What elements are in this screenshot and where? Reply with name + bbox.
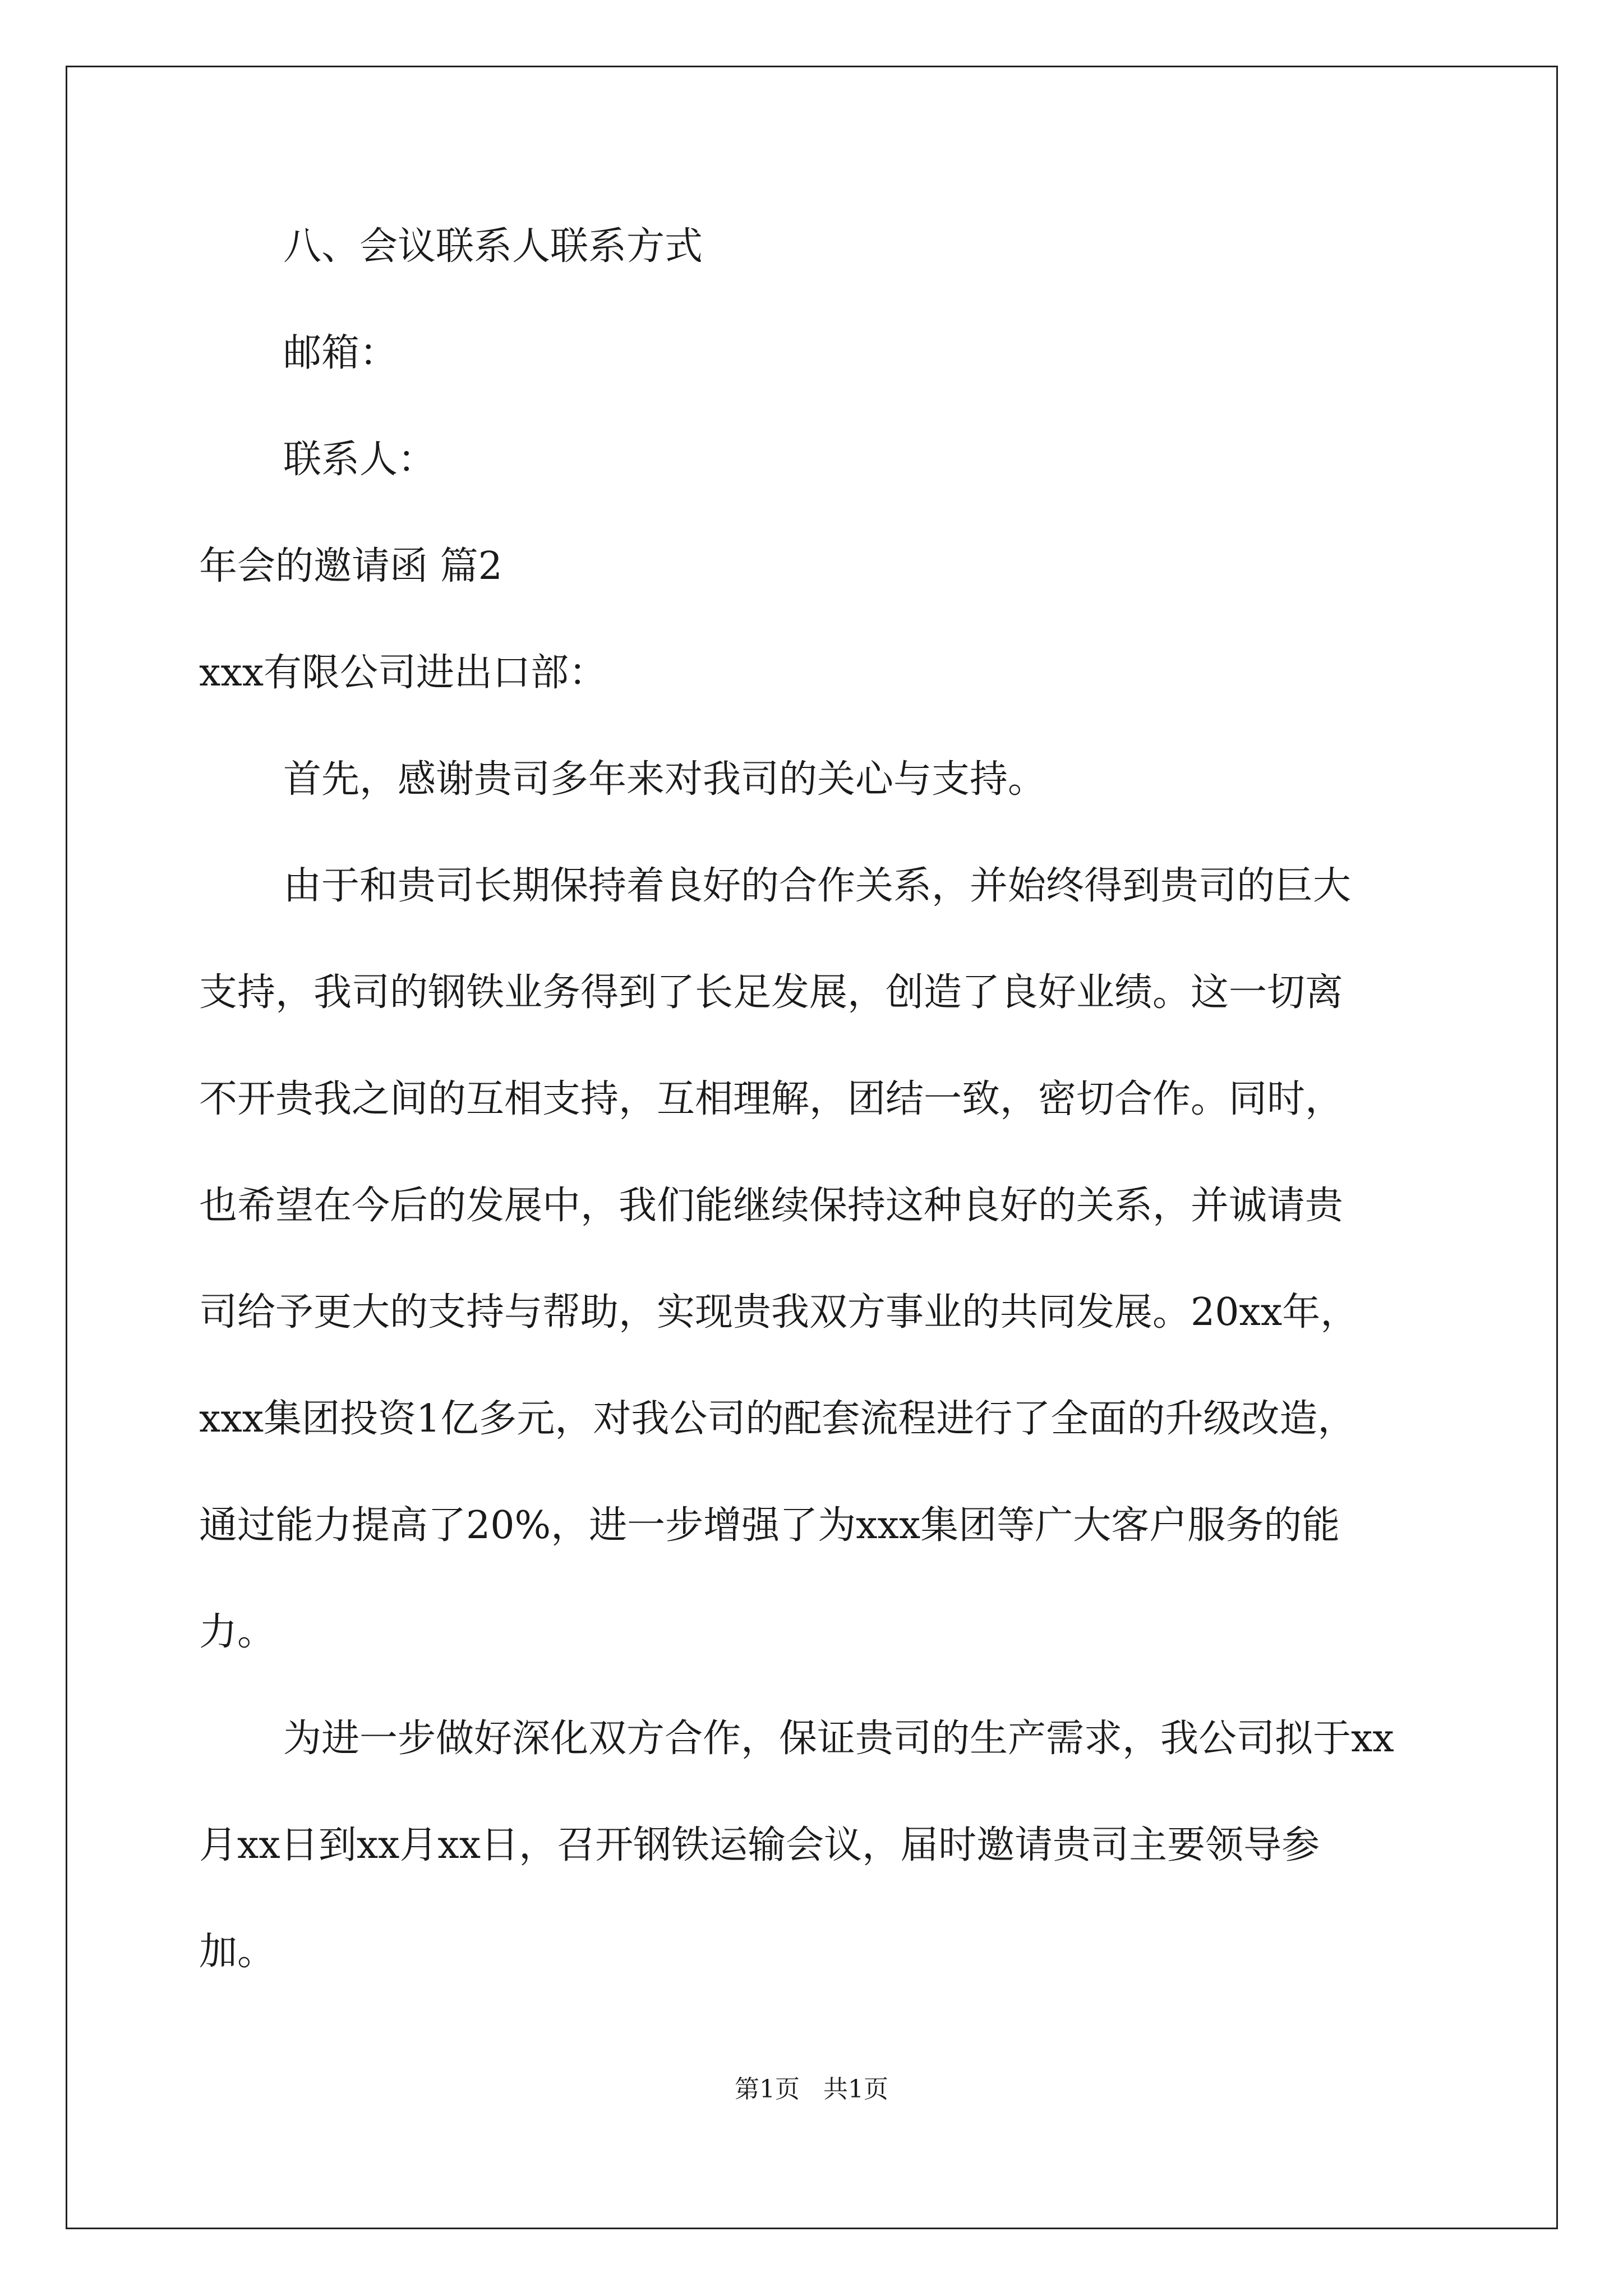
section-heading-contact: 八、会议联系人联系方式	[283, 224, 703, 269]
paragraph-line: 司给予更大的支持与帮助，实现贵我双方事业的共同发展。20xx年，	[199, 1290, 1359, 1335]
page-border	[66, 66, 1558, 2229]
paragraph-line: 也希望在今后的发展中，我们能继续保持这种良好的关系，并诚请贵	[199, 1184, 1344, 1228]
letter-title: 年会的邀请函 篇2	[199, 544, 502, 588]
recipient-line: xxx有限公司进出口部：	[199, 651, 607, 695]
email-label: 邮箱：	[283, 331, 398, 375]
paragraph-line: 通过能力提高了20%，进一步增强了为xxx集团等广大客户服务的能	[199, 1503, 1340, 1548]
paragraph-line: 由于和贵司长期保持着良好的合作关系，并始终得到贵司的巨大	[283, 864, 1352, 908]
paragraph-line: 不开贵我之间的互相支持，互相理解，团结一致，密切合作。同时，	[199, 1077, 1344, 1121]
paragraph-line: 加。	[199, 1930, 276, 1974]
paragraph-line: 首先，感谢贵司多年来对我司的关心与支持。	[283, 757, 1046, 802]
page-number-footer: 第1页 共1页	[735, 2075, 888, 2104]
paragraph-line: xxx集团投资1亿多元，对我公司的配套流程进行了全面的升级改造，	[199, 1397, 1356, 1441]
paragraph-line: 支持，我司的钢铁业务得到了长足发展，创造了良好业绩。这一切离	[199, 970, 1344, 1015]
contact-person-label: 联系人：	[283, 438, 436, 482]
paragraph-line: 月xx日到xx月xx日，召开钢铁运输会议，届时邀请贵司主要领导参	[199, 1823, 1320, 1867]
paragraph-line: 为进一步做好深化双方合作，保证贵司的生产需求，我公司拟于xx	[283, 1717, 1394, 1761]
paragraph-line: 力。	[199, 1610, 276, 1654]
